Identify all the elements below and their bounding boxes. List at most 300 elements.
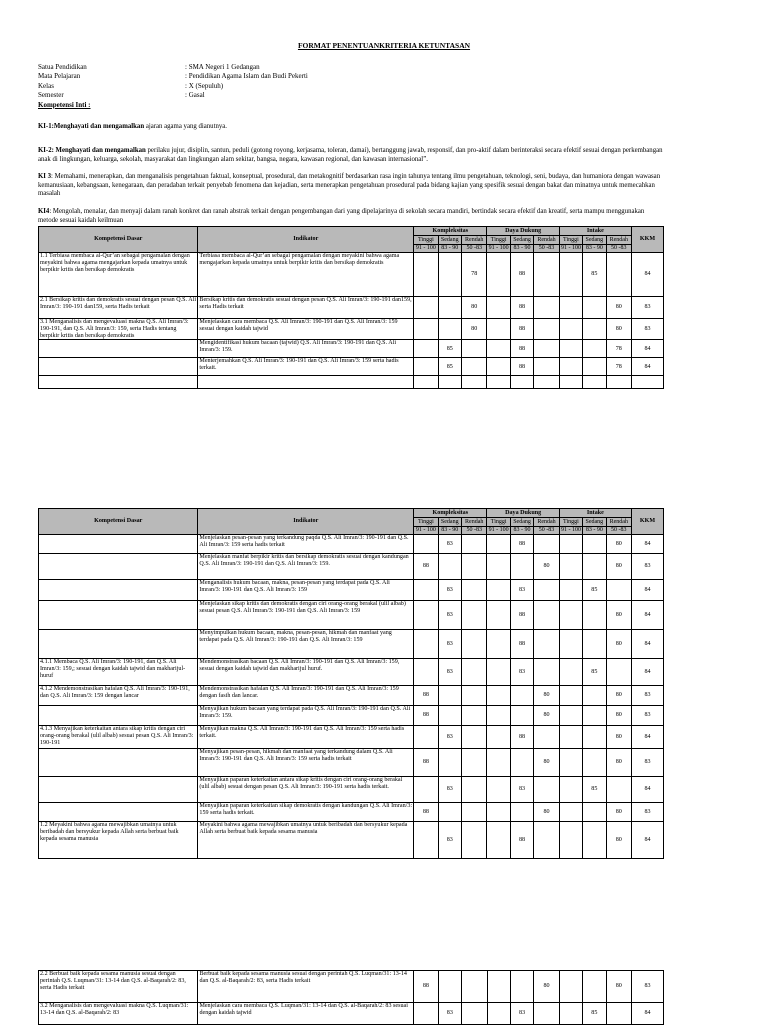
indikator-cell: Menjelaskan sikap kritis dan demokratis dengan ciri orang-orang berakal (ulil albab) sesuai pesan Q.S. Ali Imran/3: 190-191 dan Q.S. Ali Imran/3: 159	[198, 601, 414, 630]
kkm-table-2	[38, 508, 664, 859]
score-cell	[510, 686, 533, 706]
score-cell	[559, 686, 582, 706]
score-cell	[583, 297, 606, 319]
table-row	[39, 706, 664, 726]
score-cell	[487, 535, 510, 554]
kkm-cell: 84	[632, 822, 664, 859]
header-kkm: KKM	[632, 227, 664, 253]
score-cell	[438, 297, 461, 319]
kompetensi-dasar-cell	[39, 803, 198, 822]
score-cell	[487, 554, 510, 580]
score-cell: 83	[438, 659, 461, 686]
kompetensi-inti-heading: Kompetensi Inti :	[38, 100, 91, 109]
header-level: Sedang	[438, 236, 461, 245]
score-cell	[534, 630, 560, 659]
score-cell	[414, 777, 438, 803]
kompetensi-dasar-cell: 2.1 Bersikap kritis dan demokratis sesuai dengan pesan Q.S. Ali Imran/3: 190-191 dan159, serta Hadis terkait	[39, 297, 198, 319]
header-indikator: Indikator	[198, 227, 414, 253]
kkm-cell: 83	[632, 554, 664, 580]
table-row-empty	[39, 376, 664, 389]
score-cell: 80	[606, 630, 632, 659]
empty-cell	[487, 376, 510, 389]
score-cell	[414, 358, 438, 376]
score-cell	[414, 601, 438, 630]
meta-row	[38, 82, 728, 91]
kkm-table-1	[38, 226, 664, 389]
score-cell	[487, 749, 510, 777]
meta-key: Satua Pendidikan	[38, 63, 87, 71]
table-row	[39, 319, 664, 340]
score-cell: 88	[510, 822, 533, 859]
score-cell	[487, 630, 510, 659]
score-cell	[583, 726, 606, 749]
score-cell	[461, 601, 487, 630]
score-cell	[462, 1003, 488, 1025]
header-intake: Intake	[559, 509, 631, 518]
header-range: 50 -83	[534, 527, 560, 535]
score-cell	[583, 601, 606, 630]
score-cell	[487, 253, 510, 297]
score-cell	[461, 706, 487, 726]
score-cell: 83	[438, 630, 461, 659]
score-cell	[534, 358, 560, 376]
header-range: 83 - 90	[510, 245, 533, 253]
score-cell	[487, 706, 510, 726]
ki-label: KI-2: Menghayati dan mengamalkan	[38, 147, 146, 154]
score-cell: 85	[583, 580, 606, 601]
header-range: 50 -83	[606, 245, 632, 253]
score-cell	[606, 253, 632, 297]
table-row	[39, 777, 664, 803]
score-cell	[559, 554, 582, 580]
header-range: 83 - 90	[438, 527, 461, 535]
score-cell: 85	[438, 358, 461, 376]
score-cell	[559, 706, 582, 726]
indikator-cell: Menyimpulkan hukum bacaan, makna, pesan-pesan, hikmah dan manfaat yang terdapat pada Q.S. Ali Imran/3: 190-191 dan Q.S. Ali Imran/3: 159	[198, 630, 414, 659]
score-cell	[487, 659, 510, 686]
header-level: Rendah	[534, 518, 560, 527]
score-cell	[583, 340, 606, 358]
score-cell: 88	[414, 686, 438, 706]
score-cell	[606, 777, 632, 803]
header-level: Rendah	[461, 518, 487, 527]
header-level: Sedang	[510, 236, 533, 245]
score-cell	[487, 822, 510, 859]
score-cell	[487, 726, 510, 749]
header-level: Tinggi	[487, 518, 510, 527]
indikator-cell: Mengidentifikasi hukum bacaan (tajwid) Q.S. Ali Imran/3: 190-191 dan Q.S. Ali Imran/3: 159.	[198, 340, 414, 358]
ki-text: : Mengolah, menalar, dan menyaji dalam ranah konkret dan ranah abstrak terkait dengan pengembangan dari yang dipelajarinya di sekolah secara mandiri, bertindak secara efektif dan kreatif, serta mampu menggunakan metode sesuai kaidah keilmuan	[38, 208, 645, 224]
kompetensi-dasar-cell	[39, 554, 198, 580]
kkm-cell: 84	[632, 630, 664, 659]
score-cell	[534, 601, 560, 630]
score-cell	[583, 535, 606, 554]
header-level: Sedang	[510, 518, 533, 527]
header-range: 50 -83	[461, 245, 487, 253]
score-cell	[414, 535, 438, 554]
table-header-row	[39, 227, 664, 236]
score-cell: 83	[510, 659, 533, 686]
score-cell: 80	[606, 971, 632, 1003]
table-row	[39, 822, 664, 859]
score-cell	[414, 253, 438, 297]
header-range: 91 - 100	[488, 245, 509, 252]
score-cell	[487, 580, 510, 601]
score-cell	[583, 554, 606, 580]
score-cell	[559, 340, 582, 358]
score-cell	[606, 659, 632, 686]
table-header-row	[39, 509, 664, 518]
score-cell: 88	[414, 749, 438, 777]
score-cell: 83	[510, 777, 533, 803]
empty-cell	[198, 376, 414, 389]
empty-cell	[39, 376, 198, 389]
ki-text: ajaran agama yang dianutnya.	[144, 123, 227, 130]
score-cell	[534, 340, 560, 358]
meta-value: : X (Sepuluh)	[185, 81, 224, 90]
score-cell	[559, 971, 582, 1003]
score-cell: 83	[438, 601, 461, 630]
score-cell	[583, 822, 606, 859]
empty-cell	[438, 376, 461, 389]
score-cell: 88	[414, 554, 438, 580]
score-cell	[559, 630, 582, 659]
score-cell	[462, 971, 488, 1003]
indikator-cell: Menterjemahkan Q.S. Ali Imran/3: 190-191 dan Q.S. Ali Imran/3: 159 serta hadis terkait.	[198, 358, 414, 376]
score-cell: 88	[510, 297, 533, 319]
score-cell	[438, 749, 461, 777]
score-cell: 80	[606, 535, 632, 554]
score-cell	[534, 822, 560, 859]
score-cell: 80	[606, 726, 632, 749]
table-row	[39, 630, 664, 659]
kompetensi-dasar-cell	[39, 777, 198, 803]
score-cell	[534, 297, 560, 319]
header-level: Sedang	[583, 518, 606, 527]
kkm-cell: 83	[632, 297, 664, 319]
header-range: 83 - 90	[438, 245, 461, 253]
score-cell: 80	[606, 686, 632, 706]
table-row	[39, 803, 664, 822]
header-intake: Intake	[559, 227, 631, 236]
header-range: 83 - 90	[510, 527, 533, 535]
score-cell: 88	[414, 971, 438, 1003]
score-cell	[438, 971, 461, 1003]
header-indikator: Indikator	[198, 509, 414, 535]
indikator-cell: Menyajikan hukum bacaan yang terdapat pada Q.S. Ali Imran/3: 190-191 dan Q.S. Ali Imran/3: 159.	[198, 706, 414, 726]
score-cell	[461, 340, 487, 358]
kompetensi-dasar-cell: 4.1.1 Membaca Q.S. Ali Imran/3: 190-191, dan Q.S. Ali Imran/3: 159,; sesuai dengan kaidah tajwid dan makharijul-huruf	[39, 659, 198, 686]
score-cell	[583, 706, 606, 726]
ki-label: KI4	[38, 208, 50, 215]
score-cell	[534, 726, 560, 749]
score-cell: 83	[438, 1003, 461, 1025]
score-cell	[461, 554, 487, 580]
score-cell	[559, 1003, 582, 1025]
score-cell	[559, 253, 582, 297]
indikator-cell: Bersikap kritis dan demokratis sesuai dengan pesan Q.S. Ali Imran/3: 190-191 dan159, serta Hadis terkait	[198, 297, 414, 319]
table-row	[39, 1003, 664, 1025]
score-cell: 85	[583, 1003, 606, 1025]
empty-cell	[510, 376, 533, 389]
score-cell: 83	[438, 777, 461, 803]
score-cell	[583, 749, 606, 777]
indikator-cell: Mendemonstrasikan hafalan Q.S. Ali Imran/3: 190-191 dan Q.S. Ali Imran/3: 159 dengan fasih dan lancar.	[198, 686, 414, 706]
score-cell	[487, 297, 510, 319]
score-cell	[461, 749, 487, 777]
score-cell	[606, 580, 632, 601]
score-cell: 88	[414, 803, 438, 822]
table-row	[39, 749, 664, 777]
empty-cell	[632, 376, 664, 389]
score-cell	[583, 319, 606, 340]
score-cell	[461, 822, 487, 859]
table-row	[39, 580, 664, 601]
header-level: Tinggi	[414, 518, 438, 527]
score-cell	[487, 319, 510, 340]
kompetensi-dasar-cell	[39, 749, 198, 777]
table-row	[39, 601, 664, 630]
score-cell	[534, 535, 560, 554]
score-cell: 80	[606, 601, 632, 630]
header-level: Rendah	[606, 518, 632, 527]
kompetensi-dasar-cell	[39, 630, 198, 659]
kompetensi-dasar-cell	[39, 580, 198, 601]
meta-key: Kelas	[38, 81, 54, 90]
header-kompetensi-dasar: Kompetensi Dasar	[39, 509, 198, 535]
header-range: 50 -83	[534, 245, 560, 253]
score-cell	[438, 686, 461, 706]
kompetensi-dasar-cell: 1.2 Meyakini bahwa agama mewajibkan umatnya untuk beribadah dan bersyukur kepada Allah serta berbuat baik kepada sesama manusia	[39, 822, 198, 859]
kompetensi-dasar-cell	[39, 601, 198, 630]
kkm-cell: 84	[632, 358, 664, 376]
score-cell	[487, 358, 510, 376]
score-cell	[461, 686, 487, 706]
score-cell	[559, 580, 582, 601]
score-cell: 80	[461, 297, 487, 319]
meta-row	[38, 91, 728, 100]
indikator-cell: Menjelaskan manfat berpikir kritis dan bersikap demokratis sesuai dengan kandungan Q.S. Ali Imran/3: 190-191 dan Q.S. Ali Imran/3: 159.	[198, 554, 414, 580]
score-cell	[414, 659, 438, 686]
score-cell	[414, 340, 438, 358]
kompetensi-dasar-cell	[39, 535, 198, 554]
table-row	[39, 686, 664, 706]
kompetensi-dasar-cell: 3.1 Menganalisis dan mengevaluasi makna Q.S. Ali Imran/3: 190-191, dan Q.S. Ali Imran/3: 159, serta Hadis tentang berpikir kritis dan bersikap demokratis	[39, 319, 198, 340]
score-cell	[461, 580, 487, 601]
score-cell	[583, 358, 606, 376]
kkm-cell: 84	[632, 659, 664, 686]
kompetensi-dasar-cell: 4.1.3 Menyajikan keterkaitan antara sikap kritis dengan ciri orang-orang berakal (ulil albab) sesuai pesan Q.S. Ali Imran/3: 190-191	[39, 726, 198, 749]
score-cell: 88	[510, 630, 533, 659]
meta-value: : Gasal	[185, 91, 205, 100]
score-cell: 88	[510, 340, 533, 358]
score-cell: 88	[510, 535, 533, 554]
score-cell: 80	[606, 706, 632, 726]
ki-4	[38, 208, 663, 225]
meta-value: : SMA Negeri 1 Gedangan	[185, 63, 260, 71]
indikator-cell: Menganalisis hukum bacaan, makna, pesan-pesan yang terdapat pada Q.S. Ali Imran/3: 190-191 dan Q.S. Ali Imran/3: 159	[198, 580, 414, 601]
kkm-cell: 83	[632, 319, 664, 340]
kompetensi-dasar-cell: 1.1 Terbiasa membaca al-Qur’an sebagai pengamalan dengan meyakini bahwa agama mengajarkan kepada umatnya untuk berpikir kritis dan bersikap demokratis	[39, 253, 198, 297]
empty-cell	[414, 376, 438, 389]
header-level: Tinggi	[559, 518, 582, 527]
kompetensi-dasar-cell: 4.1.2 Mendemonstrasikan hafalan Q.S. Ali Imran/3: 190-191, dan Q.S. Ali Imran/3: 159 dengan lancar	[39, 686, 198, 706]
score-cell	[559, 297, 582, 319]
score-cell	[461, 659, 487, 686]
kkm-cell: 84	[632, 253, 664, 297]
score-cell	[461, 630, 487, 659]
table-row	[39, 971, 664, 1003]
kkm-cell: 83	[632, 749, 664, 777]
table-row	[39, 297, 664, 319]
header-level: Rendah	[534, 236, 560, 245]
meta-value: : Pendidikan Agama Islam dan Budi Pekerti	[185, 72, 308, 81]
score-cell	[534, 1003, 560, 1025]
score-cell	[510, 706, 533, 726]
kkm-cell: 84	[632, 535, 664, 554]
score-cell: 83	[438, 726, 461, 749]
score-cell	[559, 535, 582, 554]
ki-2	[38, 147, 663, 164]
header-daya-dukung: Daya Dukung	[487, 509, 559, 518]
score-cell	[534, 777, 560, 803]
indikator-cell: Menjelaskan pesan-pesan yang terkandung paqda Q.S. Ali Imran/3: 190-191 dan Q.S. Ali Imran/3: 159 serta hadis terkait	[198, 535, 414, 554]
indikator-cell: Meyakini bahwa agama mewajibkan umatnya untuk beribadah dan bersyukur kepada Allah serta berbuat baik kepada sesama manusia	[198, 822, 414, 859]
score-cell: 80	[606, 319, 632, 340]
header-kkm: KKM	[632, 509, 664, 535]
score-cell: 83	[510, 580, 533, 601]
score-cell	[487, 601, 510, 630]
score-cell: 88	[414, 706, 438, 726]
empty-cell	[461, 376, 487, 389]
score-cell: 83	[510, 1003, 533, 1025]
score-cell	[559, 822, 582, 859]
indikator-cell: Menyajikan pesan-pesan, hikmah dan manfaat yang terkandung dalam Q.S. Ali Imran/3: 190-191 dan Q.S. Ali Imran/3: 159 serta hadis terkait	[198, 749, 414, 777]
empty-cell	[534, 376, 560, 389]
meta-key: Mata Pelajaran	[38, 72, 81, 81]
score-cell: 80	[461, 319, 487, 340]
score-cell	[414, 319, 438, 340]
table-row	[39, 253, 664, 297]
kkm-table-3	[38, 970, 664, 1025]
score-cell	[510, 803, 533, 822]
table-row	[39, 535, 664, 554]
header-level: Tinggi	[487, 236, 510, 245]
score-cell	[438, 253, 461, 297]
score-cell: 85	[583, 777, 606, 803]
kompetensi-dasar-cell	[39, 706, 198, 726]
score-cell	[461, 777, 487, 803]
header-level: Sedang	[583, 236, 606, 245]
kompetensi-dasar-cell	[39, 358, 198, 376]
header-level: Sedang	[438, 518, 461, 527]
score-cell	[438, 706, 461, 726]
score-cell: 88	[510, 726, 533, 749]
score-cell: 83	[438, 580, 461, 601]
empty-cell	[606, 376, 632, 389]
kkm-cell: 84	[632, 340, 664, 358]
score-cell: 85	[583, 659, 606, 686]
score-cell: 83	[438, 822, 461, 859]
header-range: 50 -83	[461, 527, 487, 535]
score-cell	[414, 822, 438, 859]
score-cell: 80	[606, 554, 632, 580]
score-cell	[534, 580, 560, 601]
kkm-cell: 83	[632, 803, 664, 822]
score-cell: 85	[583, 253, 606, 297]
empty-cell	[559, 376, 582, 389]
score-cell	[414, 580, 438, 601]
score-cell	[559, 726, 582, 749]
meta-row	[38, 63, 728, 72]
indikator-cell: Terbiasa membaca al-Qur’an sebagai pengamalan dengan meyakini bahwa agama mengajarkan kepada umatnya untuk berpikir kritis dan bersikap demokratis	[198, 253, 414, 297]
score-cell: 80	[606, 822, 632, 859]
score-cell	[510, 971, 533, 1003]
kkm-cell: 83	[632, 686, 664, 706]
kkm-cell: 83	[632, 971, 664, 1003]
score-cell	[438, 554, 461, 580]
ki-label: KI-1:Menghayati dan mengamalkan	[38, 123, 145, 130]
header-range: 91 - 100	[414, 527, 438, 535]
score-cell: 88	[510, 358, 533, 376]
score-cell	[534, 659, 560, 686]
indikator-cell: Menyajikan makna Q.S. Ali Imran/3: 190-191 dan Q.S. Ali Imran/3: 159 serta hadis terkait.	[198, 726, 414, 749]
score-cell: 80	[606, 749, 632, 777]
empty-cell	[583, 376, 606, 389]
score-cell: 78	[606, 358, 632, 376]
score-cell	[559, 803, 582, 822]
score-cell	[559, 601, 582, 630]
score-cell	[414, 1003, 438, 1025]
score-cell: 78	[606, 340, 632, 358]
score-cell	[461, 726, 487, 749]
kkm-cell: 84	[632, 1003, 664, 1025]
document-title: FORMAT PENENTUANKRITERIA KETUNTASAN	[297, 41, 471, 50]
header-level: Tinggi	[414, 236, 438, 245]
score-cell	[583, 686, 606, 706]
score-cell: 80	[606, 803, 632, 822]
kkm-cell: 84	[632, 726, 664, 749]
table-row	[39, 358, 664, 376]
indikator-cell: Mendemonstrasikan bacaan Q.S. Ali Imran/3: 190-191 dan Q.S. Ali Imran/3: 159, sesuai dengan kaidah tajwid dan makharijul huruf.	[198, 659, 414, 686]
header-level: Rendah	[461, 236, 487, 245]
score-cell: 88	[510, 319, 533, 340]
score-cell: 80	[534, 803, 560, 822]
ki-1	[38, 123, 663, 132]
score-cell: 80	[534, 554, 560, 580]
kkm-cell: 84	[632, 777, 664, 803]
score-cell	[559, 777, 582, 803]
score-cell	[510, 749, 533, 777]
header-kompetensi-dasar: Kompetensi Dasar	[39, 227, 198, 253]
ki-label: KI 3	[38, 173, 52, 180]
score-cell	[461, 803, 487, 822]
score-cell	[414, 297, 438, 319]
score-cell: 80	[534, 749, 560, 777]
score-cell	[487, 777, 510, 803]
header-range: 91 - 100	[560, 527, 581, 534]
kkm-cell: 84	[632, 601, 664, 630]
header-range: 91 - 100	[560, 245, 581, 252]
score-cell	[414, 726, 438, 749]
table-row	[39, 726, 664, 749]
indikator-cell: Menjelaskan cara membaca Q.S. Ali Imran/3: 190-191 dan Q.S. Ali Imran/3: 159 sesuai dengan kaidah tajwid	[198, 319, 414, 340]
score-cell	[559, 659, 582, 686]
header-daya-dukung: Daya Dukung	[487, 227, 559, 236]
score-cell	[487, 686, 510, 706]
score-cell	[534, 253, 560, 297]
header-range: 91 - 100	[414, 245, 438, 253]
